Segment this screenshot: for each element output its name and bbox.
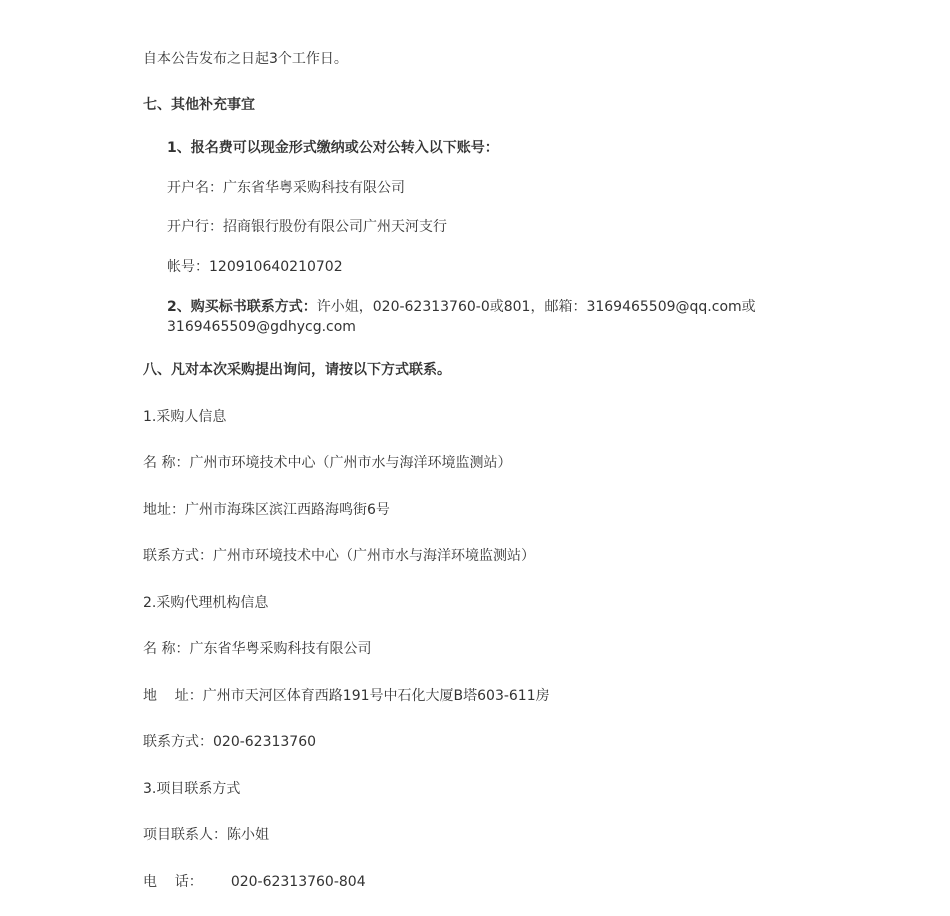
purchaser-address: 地址：广州市海珠区滨江西路海鸣街6号 xyxy=(143,502,390,518)
purchaser-contact: 联系方式：广州市环境技术中心（广州市水与海洋环境监测站） xyxy=(143,548,535,564)
project-contact-phone xyxy=(143,872,366,892)
section7-heading: 七、其他补充事宜 xyxy=(143,97,255,113)
tender-purchase-contact-line2: 3169465509@gdhycg.com xyxy=(167,319,356,335)
project-contact-title: 3.项目联系方式 xyxy=(143,781,241,797)
section8-heading: 八、凡对本次采购提出询问，请按以下方式联系。 xyxy=(143,362,451,378)
bank-name: 开户行：招商银行股份有限公司广州天河支行 xyxy=(167,219,447,235)
purchaser-title: 1.采购人信息 xyxy=(143,409,227,425)
fee-payment-title: 1、报名费可以现金形式缴纳或公对公转入以下账号： xyxy=(167,140,499,156)
deadline-text: 自本公告发布之日起3个工作日。 xyxy=(143,51,348,67)
account-number: 帐号：120910640210702 xyxy=(167,259,343,275)
tender-purchase-contact-label: 2、购买标书联系方式： xyxy=(167,299,317,315)
purchaser-name: 名 称：广州市环境技术中心（广州市水与海洋环境监测站） xyxy=(143,455,512,471)
agency-address: 地 址：广州市天河区体育西路191号中石化大厦B塔603-611房 xyxy=(143,688,550,704)
tender-purchase-contact xyxy=(167,297,767,337)
project-contact-person: 项目联系人：陈小姐 xyxy=(143,827,269,843)
phone-label: 电 话： xyxy=(143,874,203,890)
account-name: 开户名：广东省华粤采购科技有限公司 xyxy=(167,180,405,196)
phone-value: 020-62313760-804 xyxy=(230,874,366,890)
tender-purchase-contact-line1: 许小姐，020-62313760-0或801，邮箱：3169465509@qq.com或 xyxy=(316,299,756,315)
agency-name: 名 称：广东省华粤采购科技有限公司 xyxy=(143,641,372,657)
agency-title: 2.采购代理机构信息 xyxy=(143,595,269,611)
agency-contact: 联系方式：020-62313760 xyxy=(143,734,317,750)
